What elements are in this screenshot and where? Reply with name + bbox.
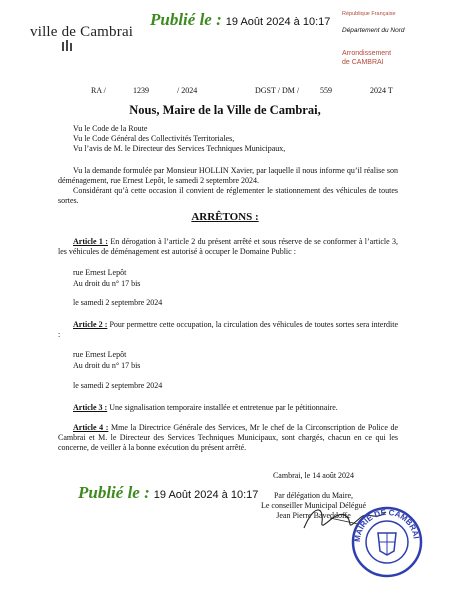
article-4	[58, 423, 398, 453]
article-2-street: rue Ernest Lepôt	[73, 350, 127, 359]
arrondissement-line2: de CAMBRAI	[342, 59, 384, 66]
article-2-details	[73, 350, 373, 391]
article-2-label: Article 2 :	[73, 320, 108, 329]
considerants-block	[58, 166, 398, 206]
department-label: Département du Nord	[342, 27, 405, 34]
article-1-date: le samedi 2 septembre 2024	[73, 298, 163, 307]
document-title: Nous, Maire de la Ville de Cambrai,	[129, 103, 321, 117]
stamp-label: Publié le :	[78, 483, 150, 502]
article-2-date: le samedi 2 septembre 2024	[73, 381, 163, 390]
article-1-details	[73, 268, 373, 308]
visas-block	[73, 124, 403, 154]
stamp-label: Publié le :	[150, 10, 222, 29]
article-3-text: Une signalisation temporaire installée et entretenue par le pétitionnaire.	[109, 403, 338, 412]
signature-name: Jean Pierre Baveddoffe	[276, 511, 351, 520]
seal-text: MAIRIE DE CAMBRAI	[352, 507, 421, 543]
arrondissement-line1: Arrondissement	[342, 50, 392, 57]
signature-delegation: Par délégation du Maire,	[273, 491, 354, 500]
article-1-label: Article 1 :	[73, 237, 108, 246]
publication-stamp-top	[150, 10, 330, 30]
demande-text: Vu la demande formulée par Monsieur HOLLIN Xavier, par laquelle il nous informe qu’il réalise son déménagement, rue Ernest Lepôt, le samedi 2 septembre 2024.	[58, 166, 398, 185]
article-4-label: Article 4 :	[73, 423, 109, 432]
city-logo-text: ville de Cambrai	[30, 24, 134, 40]
ref-service-number: 559	[320, 86, 332, 95]
article-1-location: Au droit du n° 17 bis	[73, 279, 141, 288]
article-2-location: Au droit du n° 17 bis	[73, 361, 141, 370]
ref-service-year: 2024 T	[370, 86, 393, 95]
ref-number: 1239	[133, 86, 149, 95]
article-1	[58, 237, 398, 257]
article-1-street: rue Ernest Lepôt	[73, 268, 127, 277]
article-2-text: Pour permettre cette occupation, la circulation des véhicules de toutes sortes sera interdite :	[58, 320, 399, 339]
article-4-text: Mme la Directrice Générale des Services, Mr le chef de la Circonscription de Police de Cambrai et M. le Directeur des Services Techniques Municipaux, sont chargés, chacun en ce qui les concerne, de veiller à la bonne exécution du présent arrêté.	[58, 423, 399, 452]
arrondissement-label	[342, 49, 391, 67]
article-1-text: En dérogation à l’article 2 du présent arrêté et sous réserve de se conformer à l’article 3, les véhicules de déménagement est autorisé à occuper le Domaine Public :	[58, 237, 399, 256]
article-3-label: Article 3 :	[73, 403, 108, 412]
ref-service: DGST / DM /	[255, 86, 300, 95]
signature-role: Le conseiller Municipal Délégué	[260, 501, 367, 510]
ref-year: / 2024	[177, 86, 198, 95]
visa-line: Vu l’avis de M. le Directeur des Services Techniques Municipaux,	[73, 144, 286, 153]
article-3	[73, 403, 403, 413]
official-seal-icon	[350, 505, 424, 579]
considerant-text: Considérant qu’à cette occasion il convient de réglementer le stationnement des véhicules de toutes sortes.	[58, 186, 398, 205]
visa-line: Vu le Code de la Route	[73, 124, 148, 133]
stamp-date: 19 Août 2024 à 10:17	[153, 489, 259, 501]
stamp-date: 19 Août 2024 à 10:17	[225, 16, 331, 28]
ref-ra: RA /	[91, 86, 106, 95]
city-logo-icon	[48, 40, 88, 52]
visa-line: Vu le Code Général des Collectivités Territoriales,	[73, 134, 235, 143]
signature-place-date: Cambrai, le 14 août 2024	[272, 471, 355, 480]
publication-stamp-bottom	[78, 483, 258, 503]
republic-label: République Française	[342, 11, 396, 17]
article-2	[58, 320, 398, 340]
arretons-heading: ARRÊTONS :	[191, 211, 259, 223]
